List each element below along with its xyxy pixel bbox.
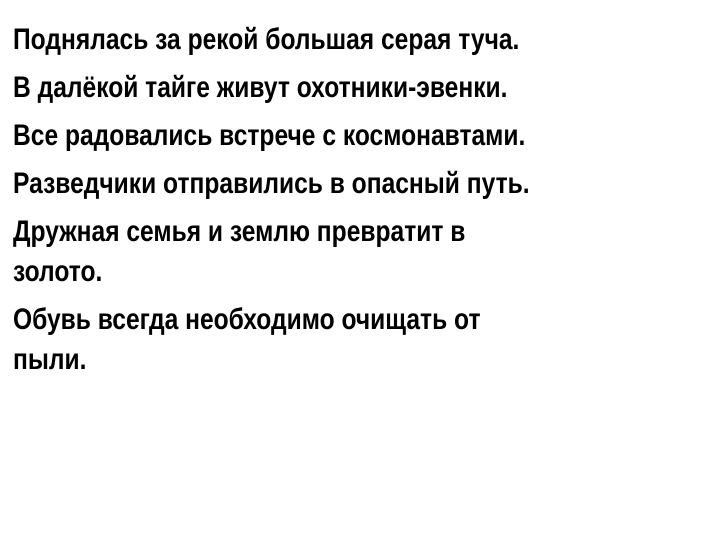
sentence-line: Поднялась за рекой большая серая туча.	[13, 23, 520, 56]
sentence-paragraph	[13, 300, 712, 380]
sentence-line: Разведчики отправились в опасный путь.	[13, 167, 530, 200]
sentence-paragraph	[13, 212, 712, 292]
sentence-line: Все радовались встрече с космонавтами.	[13, 119, 526, 152]
sentence-line: Дружная семья и землю превратит в	[13, 215, 466, 248]
sentence-paragraph	[13, 116, 712, 156]
sentence-paragraph	[13, 68, 712, 108]
sentence-paragraph	[13, 164, 712, 204]
sentence-line: В далёкой тайге живут охотники-эвенки.	[13, 71, 508, 104]
sentence-paragraph	[13, 20, 712, 60]
sentence-line: золото.	[13, 255, 103, 288]
sentence-line: Обувь всегда необходимо очищать от	[13, 303, 481, 336]
sentence-line: пыли.	[13, 343, 87, 376]
